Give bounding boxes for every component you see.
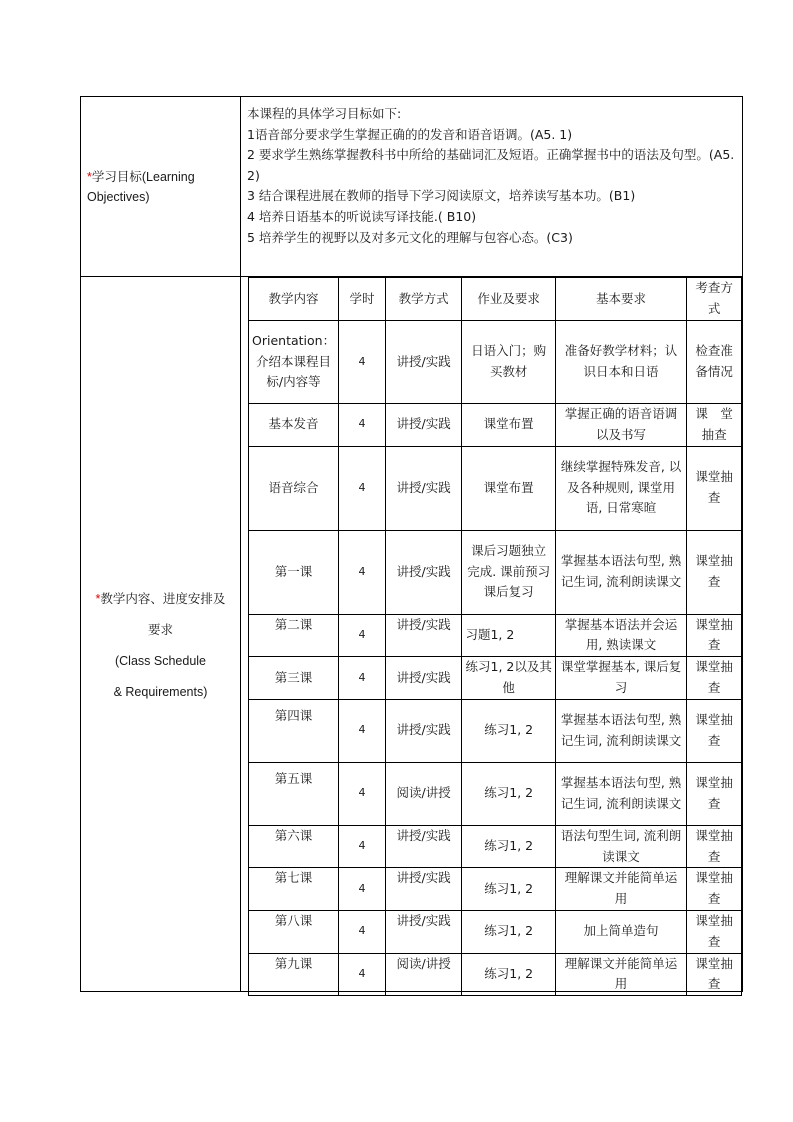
table-cell: 讲授/实践 [385,910,462,953]
table-cell: 课堂抽查 [687,530,742,614]
table-cell: 练习1, 2 [462,762,556,825]
table-cell: 课堂抽查 [687,446,742,530]
table-cell: 课后习题独立完成. 课前预习课后复习 [462,530,556,614]
table-cell: 第七课 [249,868,339,911]
table-cell: 第八课 [249,910,339,953]
table-row [249,953,742,996]
table-cell: 第二课 [249,614,339,657]
table-cell: 阅读/讲授 [385,762,462,825]
table-cell: 阅读/讲授 [385,953,462,996]
header-cell: 考查方式 [687,278,742,321]
header-cell: 学时 [339,278,386,321]
table-cell: 讲授/实践 [385,699,462,762]
table-cell: 第三课 [249,657,339,700]
table-row [249,614,742,657]
table-cell: 第六课 [249,825,339,868]
table-row [249,404,742,447]
table-cell: 习题1, 2 [462,614,556,657]
objectives-label: *学习目标(Learning Objectives) [87,170,195,204]
table-cell: 4 [339,953,386,996]
table-cell: 4 [339,321,386,404]
table-cell: 4 [339,614,386,657]
table-cell: 第五课 [249,762,339,825]
table-row [249,910,742,953]
table-cell: 课堂抽查 [687,699,742,762]
table-cell: 日语入门；购买教材 [462,321,556,404]
header-cell: 教学内容 [249,278,339,321]
table-cell: 课堂抽查 [687,762,742,825]
table-cell: 继续掌握特殊发音, 以及各种规则, 课堂用语, 日常寒暄 [555,446,686,530]
header-cell: 基本要求 [555,278,686,321]
table-cell: 理解课文并能简单运用 [555,868,686,911]
objective-line: 1语音部分要求学生掌握正确的的发音和语音语调。(A5. 1) [247,126,573,142]
table-cell: 讲授/实践 [385,321,462,404]
table-cell: 讲授/实践 [385,446,462,530]
table-cell: 基本发音 [249,404,339,447]
header-cell: 教学方式 [385,278,462,321]
table-cell: 加上简单造句 [555,910,686,953]
objective-line: 3 结合课程进展在教师的指导下学习阅读原文，培养读写基本功。(B1) [247,188,636,204]
table-cell: Orientation：介绍本课程目标/内容等 [249,321,339,404]
table-cell: 掌握基本语法句型, 熟记生词, 流利朗读课文 [555,530,686,614]
table-cell: 4 [339,699,386,762]
table-cell: 课堂抽查 [687,614,742,657]
table-cell: 课堂抽查 [687,825,742,868]
syllabus-table [80,96,743,992]
table-row [249,825,742,868]
table-cell: 掌握基本语法句型, 熟记生词, 流利朗读课文 [555,762,686,825]
table-cell: 第九课 [249,953,339,996]
table-cell: 4 [339,868,386,911]
table-row [249,868,742,911]
schedule-label: *教学内容、进度安排及 要求 (Class Schedule & Requirements) [95,592,226,699]
table-cell: 讲授/实践 [385,530,462,614]
table-row [249,762,742,825]
table-cell: 4 [339,657,386,700]
table-cell: 理解课文并能简单运用 [555,953,686,996]
table-cell: 检查准备情况 [687,321,742,404]
table-cell: 课堂抽查 [687,868,742,911]
table-cell: 课 堂抽查 [687,404,742,447]
table-header-row [249,278,742,321]
table-cell: 准备好教学材料；认识日本和日语 [555,321,686,404]
table-row [249,530,742,614]
table-cell: 第一课 [249,530,339,614]
table-cell: 课堂布置 [462,404,556,447]
table-cell: 4 [339,825,386,868]
table-cell: 4 [339,530,386,614]
table-cell: 练习1, 2 [462,953,556,996]
schedule-table [248,277,742,996]
table-cell: 讲授/实践 [385,614,462,657]
table-cell: 第四课 [249,699,339,762]
table-cell: 练习1, 2 [462,910,556,953]
table-cell: 课堂抽查 [687,657,742,700]
table-cell: 讲授/实践 [385,404,462,447]
column-divider [240,97,241,991]
table-row [249,699,742,762]
table-cell: 4 [339,446,386,530]
table-cell: 4 [339,762,386,825]
objective-line: 本课程的具体学习目标如下: [247,106,402,121]
table-cell: 练习1, 2以及其他 [462,657,556,700]
table-cell: 课堂抽查 [687,953,742,996]
table-cell: 讲授/实践 [385,868,462,911]
table-row [249,657,742,700]
table-row [249,446,742,530]
table-cell: 练习1, 2 [462,699,556,762]
table-cell: 课堂掌握基本, 课后复习 [555,657,686,700]
table-cell: 掌握基本语法句型, 熟记生词, 流利朗读课文 [555,699,686,762]
objective-line: 2 要求学生熟练掌握教科书中所给的基础词汇及短语。正确掌握书中的语法及句型。(A5. 2) [247,147,735,183]
table-cell: 掌握正确的语音语调以及书写 [555,404,686,447]
table-cell: 4 [339,404,386,447]
table-cell: 课堂抽查 [687,910,742,953]
table-cell: 讲授/实践 [385,825,462,868]
table-cell: 课堂布置 [462,446,556,530]
table-cell: 语音综合 [249,446,339,530]
objective-line: 5 培养学生的视野以及对多元文化的理解与包容心态。(C3) [247,229,573,245]
table-cell: 练习1, 2 [462,825,556,868]
table-cell: 练习1, 2 [462,868,556,911]
table-cell: 讲授/实践 [385,657,462,700]
table-cell: 语法句型生词, 流利朗读课文 [555,825,686,868]
table-row [249,321,742,404]
header-cell: 作业及要求 [462,278,556,321]
objective-line: 4 培养日语基本的听说读写译技能.( B10) [247,208,477,224]
table-cell: 掌握基本语法并会运用, 熟读课文 [555,614,686,657]
objectives-text [247,104,739,248]
table-cell: 4 [339,910,386,953]
